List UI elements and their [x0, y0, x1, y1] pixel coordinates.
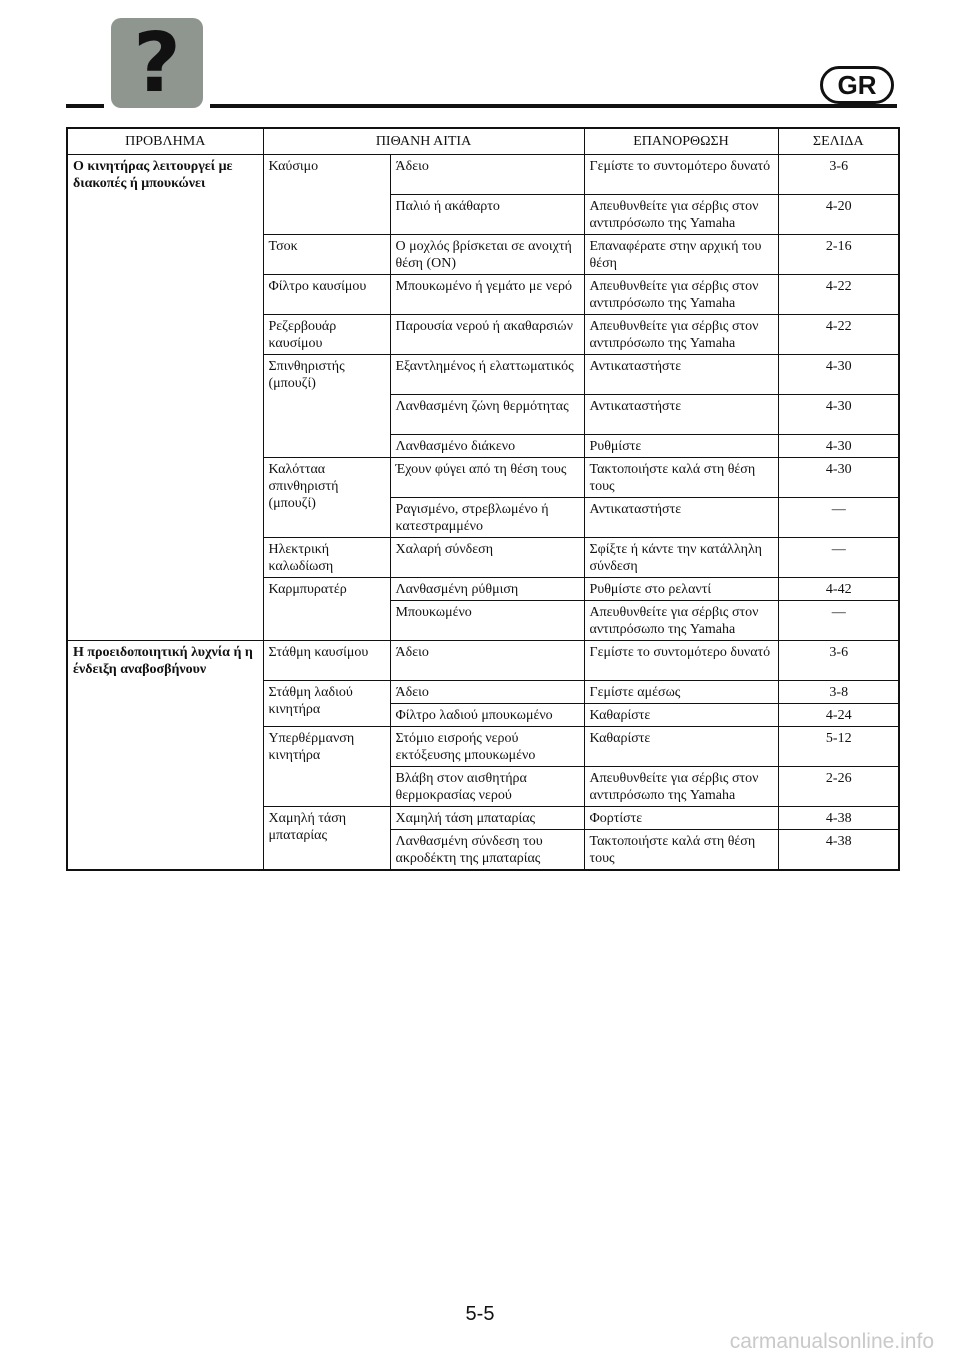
remedy-cell: Απευθυνθείτε για σέρβις στον αντιπρόσωπο της Yamaha — [584, 315, 778, 355]
page-cell: 4-38 — [778, 830, 899, 871]
remedy-cell: Απευθυνθείτε για σέρβις στον αντιπρόσωπο της Yamaha — [584, 767, 778, 807]
cause-cell: Παρουσία νερού ή ακαθαρσιών — [390, 315, 584, 355]
page-cell: 2-16 — [778, 235, 899, 275]
remedy-cell: Τακτοποιήστε καλά στη θέση τους — [584, 830, 778, 871]
page-cell: 4-20 — [778, 195, 899, 235]
page-cell: 3-8 — [778, 681, 899, 704]
page-cell: 4-24 — [778, 704, 899, 727]
remedy-cell: Απευθυνθείτε για σέρβις στον αντιπρόσωπο της Yamaha — [584, 601, 778, 641]
language-badge: GR — [820, 66, 894, 104]
page-cell: — — [778, 601, 899, 641]
category-cell: Στάθμη καυσίμου — [263, 641, 390, 681]
header-problem: ΠΡΟΒΛΗΜΑ — [67, 128, 263, 155]
page-cell: 4-22 — [778, 315, 899, 355]
cause-cell: Στόμιο εισροής νερού εκτόξευσης μπουκωμένο — [390, 727, 584, 767]
page-cell: 4-38 — [778, 807, 899, 830]
category-cell: Ηλεκτρική καλωδίωση — [263, 538, 390, 578]
header-cause: ΠΙΘΑΝΗ ΑΙΤΙΑ — [263, 128, 584, 155]
header-remedy: ΕΠΑΝΟΡΘΩΣΗ — [584, 128, 778, 155]
page-cell: — — [778, 498, 899, 538]
page-cell: 4-42 — [778, 578, 899, 601]
troubleshooting-table — [66, 127, 900, 871]
table-row — [67, 155, 899, 195]
remedy-cell: Γεμίστε αμέσως — [584, 681, 778, 704]
table-body — [67, 155, 899, 871]
cause-cell: Λανθασμένη ζώνη θερμότητας — [390, 395, 584, 435]
remedy-cell: Φορτίστε — [584, 807, 778, 830]
cause-cell: Φίλτρο λαδιού μπουκωμένο — [390, 704, 584, 727]
page-cell: 4-30 — [778, 435, 899, 458]
page-cell: 3-6 — [778, 155, 899, 195]
cause-cell: Παλιό ή ακάθαρτο — [390, 195, 584, 235]
category-cell: Καύσιμο — [263, 155, 390, 235]
cause-cell: Χαλαρή σύνδεση — [390, 538, 584, 578]
remedy-cell: Απευθυνθείτε για σέρβις στον αντιπρόσωπο της Yamaha — [584, 275, 778, 315]
cause-cell: Εξαντλημένος ή ελαττωματικός — [390, 355, 584, 395]
cause-cell: Λανθασμένη ρύθμιση — [390, 578, 584, 601]
header-page: ΣΕΛΙΔΑ — [778, 128, 899, 155]
page-cell: 4-30 — [778, 395, 899, 435]
table-row — [67, 641, 899, 681]
category-cell: Τσοκ — [263, 235, 390, 275]
page-cell: 4-22 — [778, 275, 899, 315]
page-cell: 4-30 — [778, 355, 899, 395]
cause-cell: Λανθασμένη σύνδεση του ακροδέκτη της μπαταρίας — [390, 830, 584, 871]
problem-cell: Η προειδοποιητική λυχνία ή η ένδειξη αναβοσβήνουν — [67, 641, 263, 871]
question-mark-icon: ? — [111, 18, 203, 108]
remedy-cell: Αντικαταστήστε — [584, 498, 778, 538]
header-rule-left — [66, 104, 104, 108]
category-cell: Υπερθέρμανση κινητήρα — [263, 727, 390, 807]
category-cell: Ρεζερβουάρ καυσίμου — [263, 315, 390, 355]
problem-cell: Ο κινητήρας λειτουργεί με διακοπές ή μπουκώνει — [67, 155, 263, 641]
remedy-cell: Γεμίστε το συντομότερο δυνατό — [584, 641, 778, 681]
category-cell: Χαμηλή τάση μπαταρίας — [263, 807, 390, 871]
remedy-cell: Ρυθμίστε — [584, 435, 778, 458]
cause-cell: Χαμηλή τάση μπαταρίας — [390, 807, 584, 830]
remedy-cell: Αντικαταστήστε — [584, 355, 778, 395]
remedy-cell: Ρυθμίστε στο ρελαντί — [584, 578, 778, 601]
page-cell: — — [778, 538, 899, 578]
cause-cell: Άδειο — [390, 681, 584, 704]
category-cell: Στάθμη λαδιού κινητήρα — [263, 681, 390, 727]
remedy-cell: Αντικαταστήστε — [584, 395, 778, 435]
category-cell: Καρμπυρατέρ — [263, 578, 390, 641]
remedy-cell: Σφίξτε ή κάντε την κατάλληλη σύνδεση — [584, 538, 778, 578]
page-cell: 5-12 — [778, 727, 899, 767]
cause-cell: Άδειο — [390, 155, 584, 195]
cause-cell: Ραγισμένο, στρεβλωμένο ή κατεστραμμένο — [390, 498, 584, 538]
cause-cell: Μπουκωμένο — [390, 601, 584, 641]
cause-cell: Λανθασμένο διάκενο — [390, 435, 584, 458]
cause-cell: Βλάβη στον αισθητήρα θερμοκρασίας νερού — [390, 767, 584, 807]
cause-cell: Άδειο — [390, 641, 584, 681]
remedy-cell: Καθαρίστε — [584, 727, 778, 767]
watermark: carmanualsonline.info — [729, 1330, 934, 1353]
header-rule-right — [210, 104, 897, 108]
remedy-cell: Απευθυνθείτε για σέρβις στον αντιπρόσωπο της Yamaha — [584, 195, 778, 235]
page-cell: 3-6 — [778, 641, 899, 681]
cause-cell: Ο μοχλός βρίσκεται σε ανοιχτή θέση (ON) — [390, 235, 584, 275]
category-cell: Φίλτρο καυσίμου — [263, 275, 390, 315]
table-header-row — [67, 128, 899, 155]
page-cell: 4-30 — [778, 458, 899, 498]
cause-cell: Μπουκωμένο ή γεμάτο με νερό — [390, 275, 584, 315]
remedy-cell: Καθαρίστε — [584, 704, 778, 727]
remedy-cell: Τακτοποιήστε καλά στη θέση τους — [584, 458, 778, 498]
remedy-cell: Γεμίστε το συντομότερο δυνατό — [584, 155, 778, 195]
category-cell: Καλότταα σπινθηριστή (μπουζί) — [263, 458, 390, 538]
cause-cell: Έχουν φύγει από τη θέση τους — [390, 458, 584, 498]
remedy-cell: Επαναφέρατε στην αρχική του θέση — [584, 235, 778, 275]
page-cell: 2-26 — [778, 767, 899, 807]
page-number: 5-5 — [465, 1303, 495, 1325]
category-cell: Σπινθηριστής (μπουζί) — [263, 355, 390, 458]
